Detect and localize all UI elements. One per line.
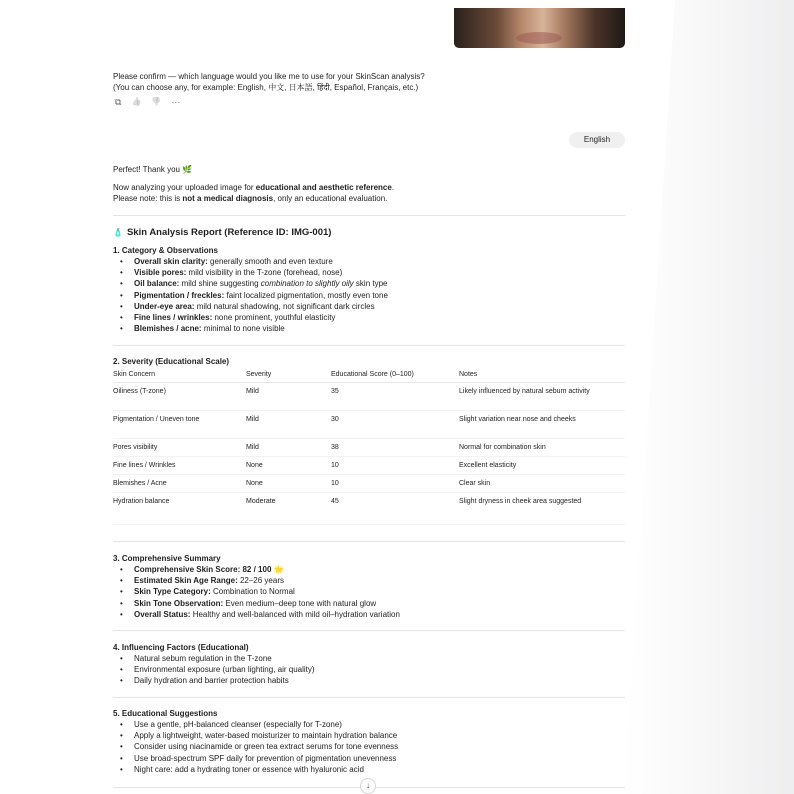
section-summary [113, 553, 625, 620]
list-item: • Consider using niacinamide or green tea extract serums for tone evenness [113, 741, 625, 752]
list-item: • Estimated Skin Age Range: 22–26 years [113, 575, 625, 586]
list-item: • Skin Tone Observation: Even medium–deep tone with natural glow [113, 598, 625, 609]
table-cell: Pores visibility [113, 439, 246, 457]
list-item: • Under-eye area: mild natural shadowing, not significant dark circles [113, 301, 625, 312]
report-title [113, 227, 625, 239]
assistant-message-report [113, 164, 625, 204]
table-cell: Likely influenced by natural sebum activity [459, 383, 625, 411]
table-cell: Pigmentation / Uneven tone [113, 411, 246, 439]
disclaimer-text [113, 193, 625, 204]
list-item: • Daily hydration and barrier protection habits [113, 675, 625, 686]
arrow-down-icon: ↓ [366, 781, 370, 790]
user-message-bubble: English [569, 132, 625, 148]
uploaded-photo[interactable] [454, 8, 625, 48]
table-cell: Slight variation near nose and cheeks [459, 411, 625, 439]
summary-list [113, 575, 625, 620]
summary-score: Comprehensive Skin Score: 82 / 100 🌟 [134, 565, 284, 574]
section-factors [113, 642, 625, 687]
table-row [113, 439, 625, 457]
list-item: • Skin Type Category: Combination to Normal [113, 586, 625, 597]
list-item: • Natural sebum regulation in the T-zone [113, 653, 625, 664]
message-actions [115, 97, 180, 107]
table-cell: 10 [331, 475, 459, 493]
note-bold: not a medical diagnosis [182, 194, 274, 203]
section-title: 5. Educational Suggestions [113, 709, 218, 718]
thanks-text: Perfect! Thank you 🌿 [113, 165, 193, 174]
section-suggestions [113, 708, 625, 775]
table-cell: Hydration balance [113, 493, 246, 525]
list-item [113, 564, 625, 575]
table-cell: Mild [246, 439, 331, 457]
lotion-icon: 🧴 [113, 228, 123, 237]
thumbs-up-icon[interactable]: 👍 [131, 97, 142, 106]
table-header-cell: Educational Score (0–100) [331, 371, 459, 383]
table-row [113, 383, 625, 411]
suggestions-list [113, 719, 625, 775]
severity-table [113, 371, 625, 525]
table-cell: Slight dryness in cheek area suggested [459, 493, 625, 525]
section-title: 1. Category & Observations [113, 246, 218, 255]
divider [113, 345, 625, 346]
scroll-down-button[interactable] [360, 778, 376, 794]
table-row [113, 457, 625, 475]
table-cell: 30 [331, 411, 459, 439]
note-post: , only an educational evaluation. [273, 194, 388, 203]
table-cell: None [246, 457, 331, 475]
table-header-cell: Skin Concern [113, 371, 246, 383]
table-cell: 10 [331, 457, 459, 475]
table-cell: Fine lines / Wrinkles [113, 457, 246, 475]
message-line: Please confirm — which language would you like me to use for your SkinScan analysis? [113, 72, 425, 81]
intro-text [113, 182, 625, 193]
message-line: (You can choose any, for example: English, 中文, 日本語, हिंदी, Español, Français, etc.) [113, 83, 419, 92]
table-cell: Mild [246, 383, 331, 411]
list-item: • Environmental exposure (urban lighting, air quality) [113, 664, 625, 675]
table-cell: 35 [331, 383, 459, 411]
thumbs-down-icon[interactable]: 👎 [151, 97, 162, 106]
intro-post: . [391, 183, 395, 192]
photo-detail [516, 32, 562, 44]
list-item: • Blemishes / acne: minimal to none visible [113, 323, 625, 334]
table-cell: 45 [331, 493, 459, 525]
table-cell: Clear skin [459, 475, 625, 493]
table-cell: None [246, 475, 331, 493]
section-title: 4. Influencing Factors (Educational) [113, 643, 249, 652]
table-cell: Excellent elasticity [459, 457, 625, 475]
background-shade [624, 0, 794, 794]
factors-list [113, 653, 625, 687]
list-item: • Night care: add a hydrating toner or essence with hyaluronic acid [113, 764, 625, 775]
divider [113, 697, 625, 698]
section-severity [113, 356, 625, 525]
more-options-icon[interactable]: ··· [171, 97, 181, 107]
table-header-cell: Notes [459, 371, 625, 383]
report-heading [113, 227, 625, 239]
table-row [113, 475, 625, 493]
report-title-text: Skin Analysis Report (Reference ID: IMG-001) [126, 227, 332, 238]
table-cell: Oiliness (T-zone) [113, 383, 246, 411]
section-title: 2. Severity (Educational Scale) [113, 357, 230, 366]
summary-list [113, 564, 625, 575]
observations-list [113, 256, 625, 334]
table-header-row [113, 371, 625, 383]
divider [113, 630, 625, 631]
list-item: • Use a gentle, pH-balanced cleanser (especially for T-zone) [113, 719, 625, 730]
table-cell: Blemishes / Acne [113, 475, 246, 493]
list-item: • Apply a lightweight, water-based moisturizer to maintain hydration balance [113, 730, 625, 741]
table-cell: Moderate [246, 493, 331, 525]
list-item: • Oil balance: mild shine suggesting combination to slightly oily skin type [113, 278, 625, 289]
divider [113, 541, 625, 542]
assistant-message-language [113, 71, 625, 93]
note-pre: Please note: this is [113, 194, 183, 203]
table-cell: Normal for combination skin [459, 439, 625, 457]
list-item: • Overall Status: Healthy and well-balanced with mild oil–hydration variation [113, 609, 625, 620]
intro-pre: Now analyzing your uploaded image for [113, 183, 256, 192]
list-item: • Use broad-spectrum SPF daily for prevention of pigmentation unevenness [113, 753, 625, 764]
list-item: • Fine lines / wrinkles: none prominent, youthful elasticity [113, 312, 625, 323]
table-row [113, 493, 625, 525]
table-row [113, 411, 625, 439]
list-item: • Pigmentation / freckles: faint localized pigmentation, mostly even tone [113, 290, 625, 301]
table-body [113, 383, 625, 525]
copy-icon[interactable]: ⧉ [115, 97, 122, 107]
intro-bold: educational and aesthetic reference [255, 183, 392, 192]
list-item: • Visible pores: mild visibility in the T-zone (forehead, nose) [113, 267, 625, 278]
list-item: • Overall skin clarity: generally smooth and even texture [113, 256, 625, 267]
section-title: 3. Comprehensive Summary [113, 554, 221, 563]
divider [113, 215, 625, 216]
table-cell: 38 [331, 439, 459, 457]
table-header-cell: Severity [246, 371, 331, 383]
section-observations [113, 245, 625, 334]
table-cell: Mild [246, 411, 331, 439]
